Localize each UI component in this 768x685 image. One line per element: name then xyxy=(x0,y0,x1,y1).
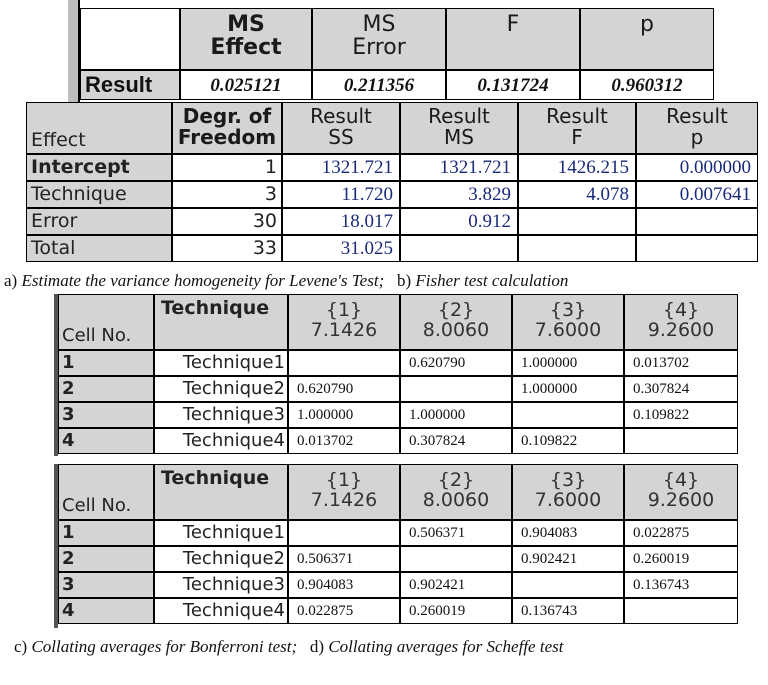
p-value-cell xyxy=(512,572,624,598)
technique-header-text: Technique xyxy=(161,467,270,489)
p-value-cell: 0.620790 xyxy=(288,376,400,402)
table-a xyxy=(68,0,718,102)
row-number-cell: 3 xyxy=(58,402,154,428)
header-line: Result xyxy=(666,104,728,128)
col-header-index: {3} xyxy=(549,299,587,321)
table-a-header-ms-error xyxy=(312,8,446,70)
p-value-cell: 0.506371 xyxy=(400,520,512,546)
p-value-cell xyxy=(624,428,738,454)
technique-name-cell: Technique1 xyxy=(154,350,288,376)
table-b xyxy=(26,102,760,264)
p-value-cell: 0.506371 xyxy=(288,546,400,572)
table-a-header-p xyxy=(580,8,714,70)
header-line: Freedom xyxy=(177,125,277,149)
p-value-cell: 0.904083 xyxy=(512,520,624,546)
p-value-cell: 1.000000 xyxy=(512,350,624,376)
col-header-index: {4} xyxy=(662,299,700,321)
col-header-mean: 8.0060 xyxy=(422,488,490,511)
table-a-header-ms-effect xyxy=(180,8,312,70)
p-value-cell: 0.013702 xyxy=(624,350,738,376)
technique-name-cell: Technique4 xyxy=(154,598,288,624)
col-header-mean: 9.2600 xyxy=(647,488,715,511)
table-b-value-cell: 4.078 xyxy=(518,181,636,208)
p-value-cell xyxy=(400,546,512,572)
table-a-value-ms-error: 0.211356 xyxy=(312,70,446,100)
header-line: Degr. of xyxy=(182,104,272,128)
col-header xyxy=(624,294,738,350)
p-value-cell: 0.902421 xyxy=(400,572,512,598)
col-header xyxy=(512,294,624,350)
caption-ab xyxy=(4,271,568,291)
technique-name-cell: Technique4 xyxy=(154,428,288,454)
p-value-cell: 0.013702 xyxy=(288,428,400,454)
header-line: MS xyxy=(444,125,474,149)
p-value-cell xyxy=(400,376,512,402)
header-line: p xyxy=(690,125,704,149)
table-b-value-cell xyxy=(518,208,636,235)
table-b-header-df xyxy=(172,102,282,154)
caption-prefix: d) xyxy=(309,637,329,656)
table-b-header-effect xyxy=(26,102,172,154)
table-b-value-cell xyxy=(400,235,518,262)
p-value-cell: 0.620790 xyxy=(400,350,512,376)
row-number-cell: 2 xyxy=(58,546,154,572)
p-value-cell: 0.904083 xyxy=(288,572,400,598)
header-line: F xyxy=(506,12,520,37)
p-value-cell xyxy=(624,598,738,624)
table-b-value-cell: 1321.721 xyxy=(282,154,400,181)
col-header-mean: 7.6000 xyxy=(534,318,602,341)
header-line: MS xyxy=(362,12,396,37)
table-b-header-f xyxy=(518,102,636,154)
col-header xyxy=(288,294,400,350)
col-header-mean: 7.1426 xyxy=(310,488,378,511)
col-header-mean: 8.0060 xyxy=(422,318,490,341)
header-line: MS xyxy=(227,12,265,37)
p-value-cell: 0.260019 xyxy=(624,546,738,572)
col-header-index: {4} xyxy=(662,469,700,491)
table-b-value-cell: 0.000000 xyxy=(636,154,758,181)
row-label: Result xyxy=(85,72,153,97)
technique-header xyxy=(154,464,288,520)
row-number-cell: 2 xyxy=(58,376,154,402)
technique-header-text: Technique xyxy=(161,297,270,319)
caption-cd xyxy=(14,637,563,657)
technique-name-cell: Technique3 xyxy=(154,402,288,428)
technique-name-cell: Technique2 xyxy=(154,546,288,572)
col-header-index: {3} xyxy=(549,469,587,491)
table-b-effect-cell: Technique xyxy=(26,181,172,208)
table-b-value-cell: 3.829 xyxy=(400,181,518,208)
header-line: Result xyxy=(546,104,608,128)
table-b-value-cell xyxy=(636,235,758,262)
col-header-index: {1} xyxy=(325,299,363,321)
p-value-cell: 0.109822 xyxy=(624,402,738,428)
table-d xyxy=(54,464,740,628)
table-b-value-cell: 1426.215 xyxy=(518,154,636,181)
col-header xyxy=(400,464,512,520)
header-line: Effect xyxy=(210,35,282,61)
table-b-value-cell: 31.025 xyxy=(282,235,400,262)
row-number-cell: 4 xyxy=(58,598,154,624)
table-b-df-cell: 3 xyxy=(172,181,282,208)
row-number-cell: 4 xyxy=(58,428,154,454)
col-header-index: {2} xyxy=(437,299,475,321)
table-a-bar xyxy=(68,0,80,102)
row-number-cell: 1 xyxy=(58,350,154,376)
table-a-row-label xyxy=(80,70,180,100)
table-b-effect-cell: Intercept xyxy=(26,154,172,181)
p-value-cell: 1.000000 xyxy=(288,402,400,428)
table-b-header-ms xyxy=(400,102,518,154)
cell-no-header-text: Cell No. xyxy=(62,495,132,516)
cell-no-header-text: Cell No. xyxy=(62,325,132,346)
table-b-value-cell: 1321.721 xyxy=(400,154,518,181)
technique-name-cell: Technique1 xyxy=(154,520,288,546)
col-header xyxy=(512,464,624,520)
col-header-index: {1} xyxy=(325,469,363,491)
p-value-cell: 0.109822 xyxy=(512,428,624,454)
col-header-mean: 7.6000 xyxy=(534,488,602,511)
header-line: p xyxy=(640,12,654,37)
row-number-cell: 3 xyxy=(58,572,154,598)
caption-text: Collating averages for Bonferroni test; xyxy=(31,637,298,656)
p-value-cell: 0.136743 xyxy=(624,572,738,598)
cell-no-header xyxy=(58,294,154,350)
table-b-df-cell: 30 xyxy=(172,208,282,235)
p-value-cell: 0.022875 xyxy=(288,598,400,624)
row-number-cell: 1 xyxy=(58,520,154,546)
table-b-value-cell xyxy=(518,235,636,262)
p-value-cell xyxy=(512,402,624,428)
table-b-value-cell: 11.720 xyxy=(282,181,400,208)
table-b-header-p xyxy=(636,102,758,154)
p-value-cell: 0.307824 xyxy=(400,428,512,454)
table-b-value-cell: 0.007641 xyxy=(636,181,758,208)
cell-no-header xyxy=(58,464,154,520)
p-value-cell: 1.000000 xyxy=(400,402,512,428)
table-b-effect-cell: Total xyxy=(26,235,172,262)
caption-text: Estimate the variance homogeneity for Levene's Test; xyxy=(21,271,385,290)
col-header-index: {2} xyxy=(437,469,475,491)
table-b-value-cell: 0.912 xyxy=(400,208,518,235)
p-value-cell xyxy=(288,520,400,546)
p-value-cell: 1.000000 xyxy=(512,376,624,402)
table-b-value-cell: 18.017 xyxy=(282,208,400,235)
header-line: Result xyxy=(310,104,372,128)
caption-text: Collating averages for Scheffe test xyxy=(328,637,564,656)
table-b-effect-cell: Error xyxy=(26,208,172,235)
col-header-mean: 7.1426 xyxy=(310,318,378,341)
col-header xyxy=(400,294,512,350)
caption-prefix: a) xyxy=(4,271,22,290)
table-a-corner xyxy=(80,8,180,70)
p-value-cell: 0.260019 xyxy=(400,598,512,624)
technique-name-cell: Technique2 xyxy=(154,376,288,402)
col-header xyxy=(624,464,738,520)
p-value-cell: 0.136743 xyxy=(512,598,624,624)
table-a-value-ms-effect: 0.025121 xyxy=(180,70,312,100)
header-line: F xyxy=(571,125,583,149)
technique-header xyxy=(154,294,288,350)
table-a-header-f xyxy=(446,8,580,70)
caption-prefix: b) xyxy=(396,271,416,290)
table-b-header-ss xyxy=(282,102,400,154)
table-c xyxy=(54,294,740,456)
p-value-cell: 0.902421 xyxy=(512,546,624,572)
p-value-cell: 0.022875 xyxy=(624,520,738,546)
caption-prefix: c) xyxy=(14,637,32,656)
p-value-cell: 0.307824 xyxy=(624,376,738,402)
table-b-df-cell: 1 xyxy=(172,154,282,181)
col-header xyxy=(288,464,400,520)
col-header-mean: 9.2600 xyxy=(647,318,715,341)
p-value-cell xyxy=(288,350,400,376)
table-a-value-f: 0.131724 xyxy=(446,70,580,100)
technique-name-cell: Technique3 xyxy=(154,572,288,598)
header-line: Result xyxy=(428,104,490,128)
table-b-df-cell: 33 xyxy=(172,235,282,262)
header-text: Effect xyxy=(31,129,86,151)
header-line: SS xyxy=(328,125,354,149)
caption-text: Fisher test calculation xyxy=(415,271,569,290)
table-b-value-cell xyxy=(636,208,758,235)
header-line: Error xyxy=(352,35,406,61)
table-a-value-p: 0.960312 xyxy=(580,70,714,100)
